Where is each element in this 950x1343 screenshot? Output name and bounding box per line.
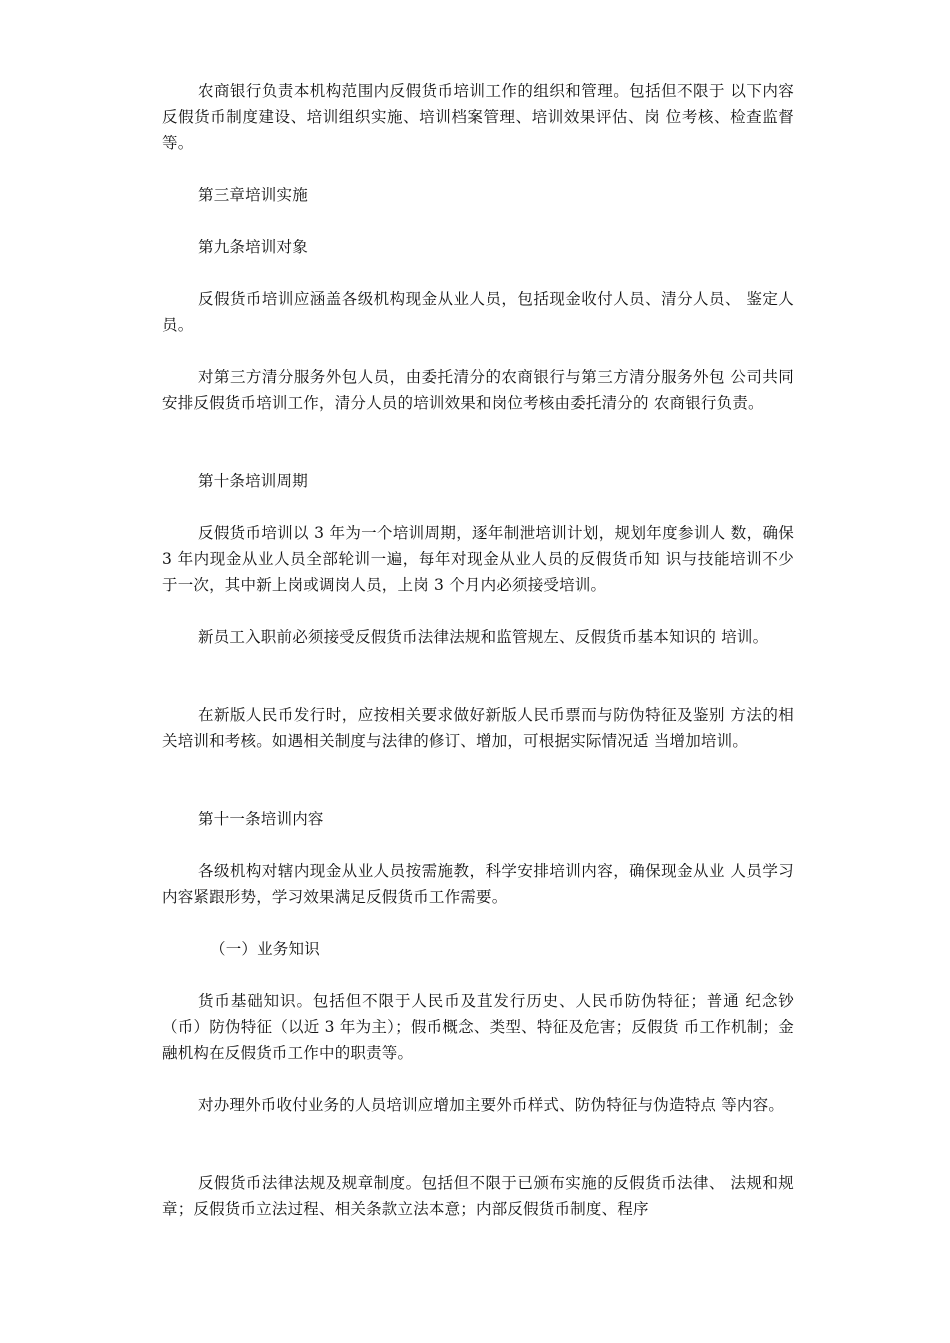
article-heading-9: 第九条培训对象 — [198, 238, 308, 256]
paragraph-new-currency: 在新版人民币发行时，应按相关要求做好新版人民币票而与防伪特征及鉴别 方法的相关培训和考核。如遇相关制度与法律的修订、增加，可根据实际情况适 当增加培训。 — [162, 706, 794, 750]
paragraph-training-content: 各级机构对辖内现金从业人员按需施教，科学安排培训内容，确保现金从业 人员学习内容紧跟形势，学习效果满足反假货币工作需要。 — [162, 862, 794, 906]
article-heading-11: 第十一条培训内容 — [198, 810, 324, 828]
paragraph-training-targets: 反假货币培训应涵盖各级机构现金从业人员，包括现金收付人员、清分人员、 鉴定人员。 — [162, 290, 794, 334]
paragraph-laws-regulations: 反假货币法律法规及规章制度。包括但不限于已颁布实施的反假货币法律、 法规和规章；反假货币立法过程、相关条款立法本意；内部反假货币制度、程序 — [162, 1174, 794, 1218]
paragraph-currency-basics: 货币基础知识。包括但不限于人民币及苴发行历史、人民币防伪特征；普通 纪念钞（币）防伪特征（以近 3 年为主）；假币概念、类型、特征及危害；反假货 币工作机制；金融机构在反假货币工作中的职责等。 — [162, 992, 794, 1062]
article-heading-10: 第十条培训周期 — [198, 472, 308, 490]
chapter-heading: 第三章培训实施 — [198, 186, 308, 204]
paragraph-third-party: 对第三方清分服务外包人员，由委托清分的农商银行与第三方清分服务外包 公司共同安排反假货币培训工作，清分人员的培训效果和岗位考核由委托清分的 农商银行负责。 — [162, 368, 794, 412]
paragraph-foreign-currency: 对办理外币收付业务的人员培训应增加主要外币样式、防伪特征与伪造特点 等内容。 — [198, 1096, 785, 1114]
paragraph-organization: 农商银行负责本机构范围内反假货币培训工作的组织和管理。包括但不限于 以下内容反假货币制度建设、培训组织实施、培训档案管理、培训效果评估、岗 位考核、检查监督等。 — [162, 82, 794, 152]
section-heading-business: （一）业务知识 — [210, 940, 320, 958]
paragraph-new-employee: 新员工入职前必须接受反假货币法律法规和监管规左、反假货币基本知识的 培训。 — [198, 628, 769, 646]
paragraph-training-cycle: 反假货币培训以 3 年为一个培训周期，逐年制泄培训计划，规划年度参训人 数，确保 3 年内现金从业人员全部轮训一遍，每年对现金从业人员的反假货币知 识与技能培训不少于一次，其中新上岗或调岗人员，上岗 3 个月内必须接受培训。 — [162, 524, 794, 594]
